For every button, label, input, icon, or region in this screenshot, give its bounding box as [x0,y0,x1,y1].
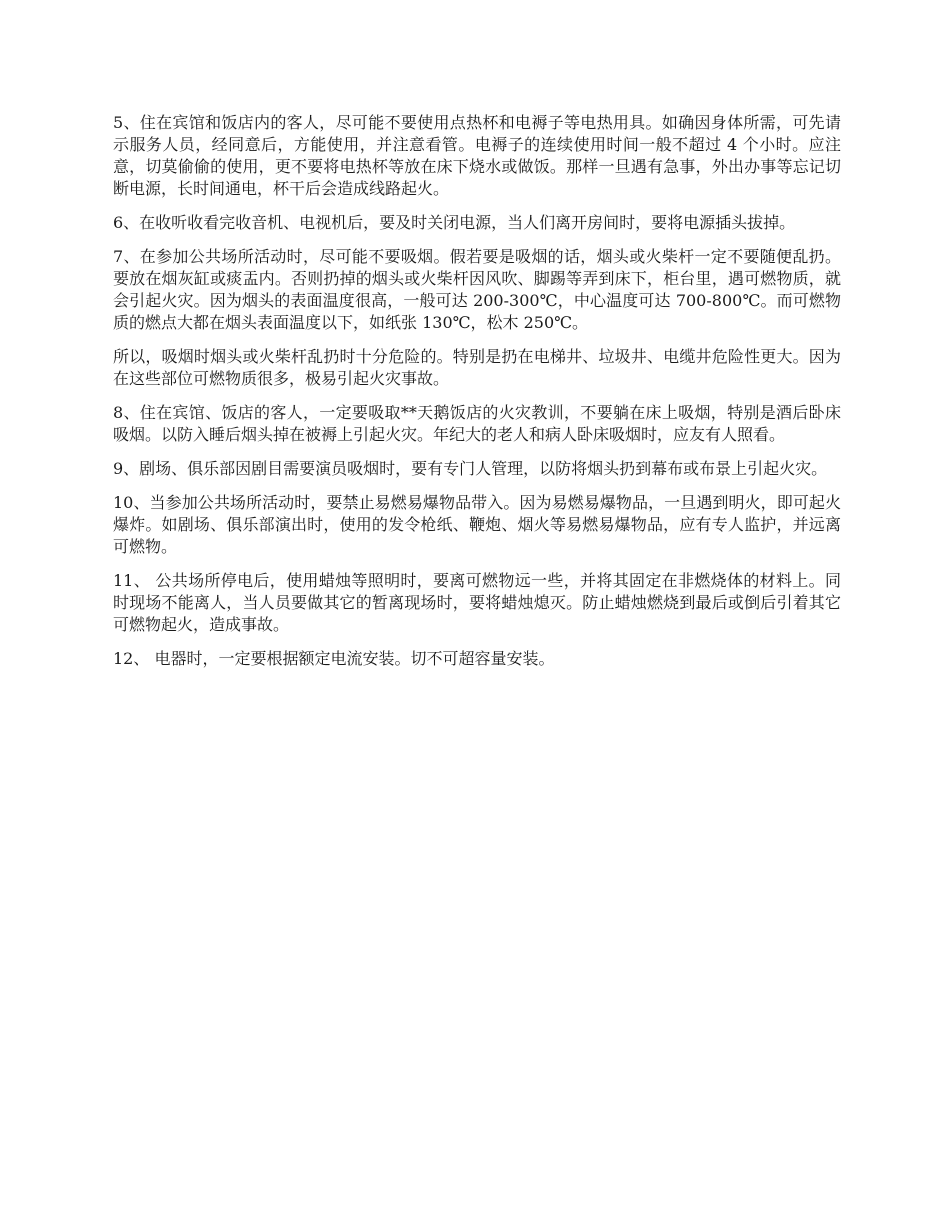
paragraph-6: 6、在收听收看完收音机、电视机后，要及时关闭电源，当人们离开房间时，要将电源插头拔掉。 [113,213,796,232]
paragraph-10: 10、当参加公共场所活动时，要禁止易燃易爆物品带入。因为易燃易爆物品，一旦遇到明火，即可起火爆炸。如剧场、俱乐部演出时，使用的发令枪纸、鞭炮、烟火等易燃易爆物品，应有专人监护，并远离可燃物。 [113,493,841,556]
document-body [113,112,841,682]
paragraph-9: 9、剧场、俱乐部因剧目需要演员吸烟时，要有专门人管理，以防将烟头扔到幕布或布景上引起火灾。 [113,459,828,478]
paragraph-7-continued: 所以，吸烟时烟头或火柴杆乱扔时十分危险的。特别是扔在电梯井、垃圾井、电缆井危险性更大。因为在这些部位可燃物质很多，极易引起火灾事故。 [113,347,841,388]
paragraph-12: 12、 电器时，一定要根据额定电流安装。切不可超容量安装。 [113,649,555,668]
paragraph-11: 11、 公共场所停电后，使用蜡烛等照明时，要离可燃物远一些，并将其固定在非燃烧体的材料上。同时现场不能离人，当人员要做其它的暂离现场时，要将蜡烛熄灭。防止蜡烛燃烧到最后或倒后引着其它可燃物起火，造成事故。 [113,571,841,634]
paragraph-8: 8、住在宾馆、饭店的客人，一定要吸取**天鹅饭店的火灾教训，不要躺在床上吸烟，特别是酒后卧床吸烟。以防入睡后烟头掉在被褥上引起火灾。年纪大的老人和病人卧床吸烟时，应友有人照看。 [113,403,841,444]
paragraph-5: 5、住在宾馆和饭店内的客人，尽可能不要使用点热杯和电褥子等电热用具。如确因身体所需，可先请示服务人员，经同意后，方能使用，并注意看管。电褥子的连续使用时间一般不超过 4 个小时。应注意，切莫偷偷的使用，更不要将电热杯等放在床下烧水或做饭。那样一旦遇有急事，外出办事等忘记切断电源，长时间通电，杯干后会造成线路起火。 [113,113,841,198]
paragraph-7: 7、在参加公共场所活动时，尽可能不要吸烟。假若要是吸烟的话，烟头或火柴杆一定不要随便乱扔。要放在烟灰缸或痰盂内。否则扔掉的烟头或火柴杆因风吹、脚踢等弄到床下，柜台里，遇可燃物质，就会引起火灾。因为烟头的表面温度很高，一般可达 200-300℃，中心温度可达 700-800℃。而可燃物质的燃点大都在烟头表面温度以下，如纸张 130℃，松木 250℃。 [113,247,841,332]
